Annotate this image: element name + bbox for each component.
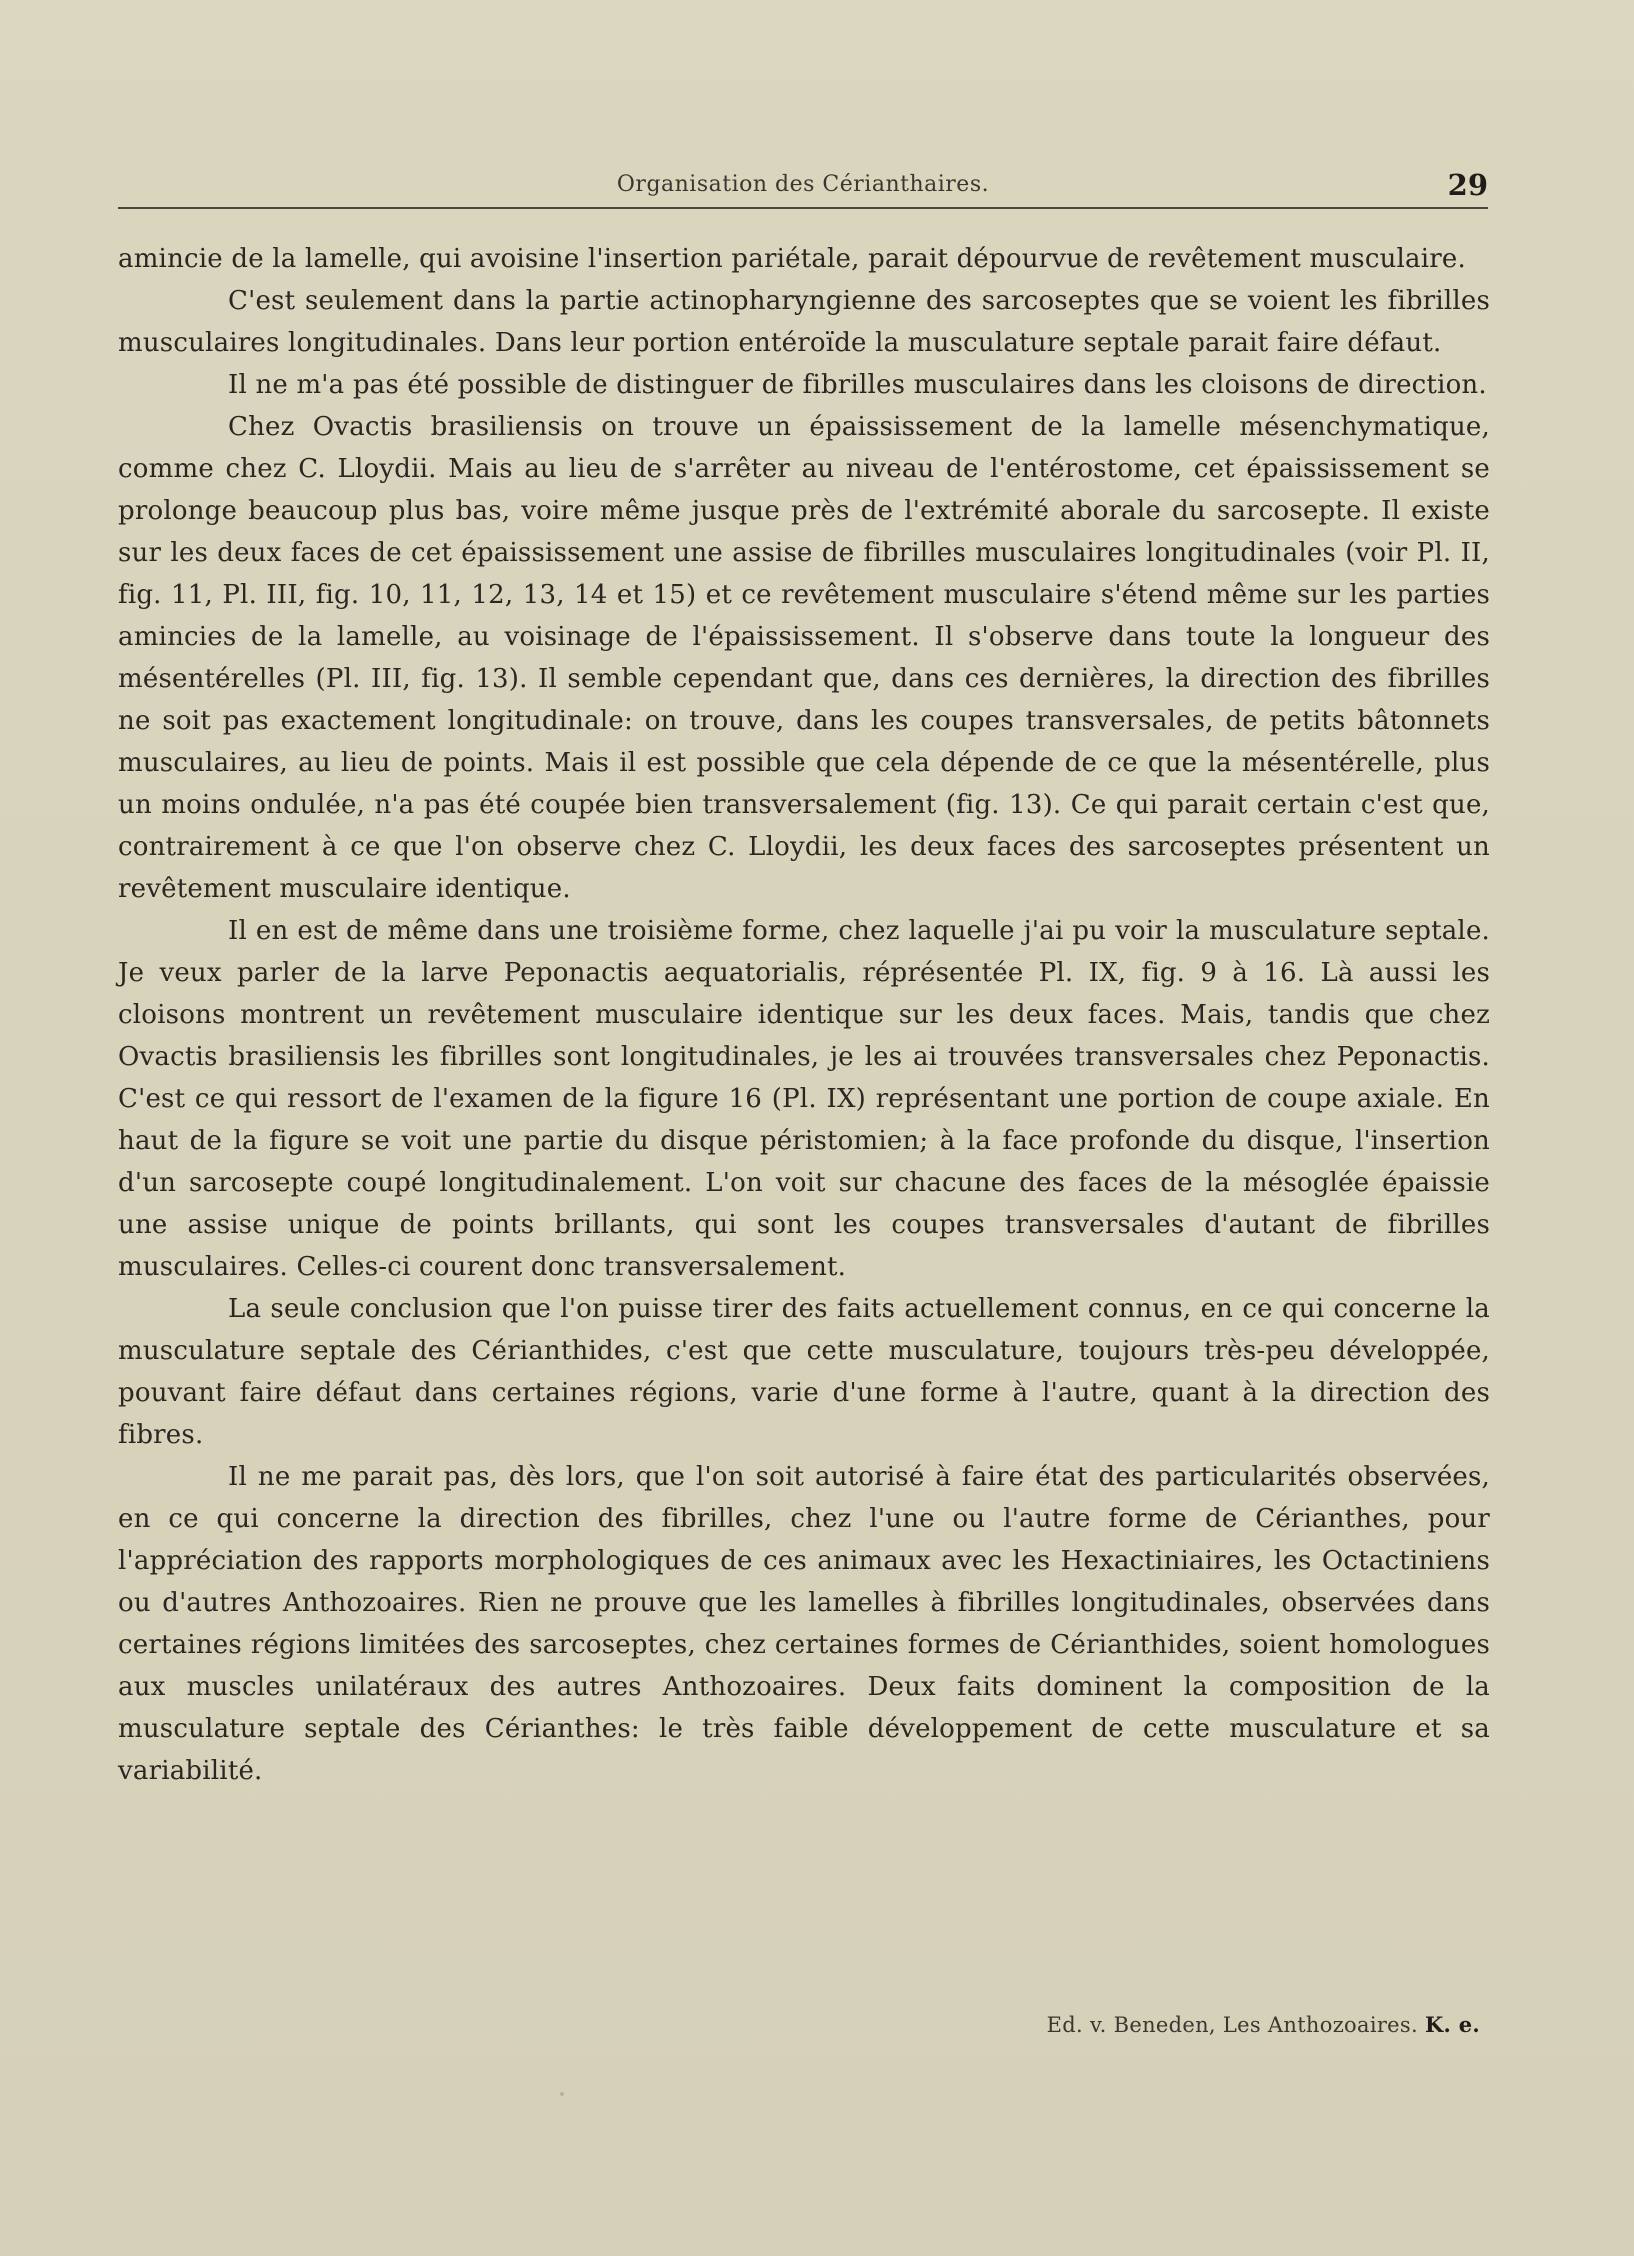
page-footer: [118, 2008, 1488, 2044]
paper-speck: [560, 2092, 564, 2096]
page-header: [118, 168, 1488, 208]
page-number: 29: [1447, 168, 1488, 202]
signature-mark: K. e.: [1424, 2012, 1480, 2037]
paragraph: Il ne m'a pas été possible de distinguer de fibrilles musculaires dans les cloisons de direction.: [228, 370, 1487, 400]
running-title: Organisation des Cérianthaires.: [616, 172, 990, 197]
header-rule: [118, 207, 1488, 209]
paragraph: Il en est de même dans une troisième forme, chez laquelle j'ai pu voir la musculature septale. Je veux parler de la larve Peponactis aequatorialis, réprésentée Pl. IX, fig. 9 à 16. Là aussi les cloisons montrent un revêtement musculaire identique sur les deux faces. Mais, tandis que chez Ovactis brasiliensis les fibrilles sont longitudinales, je les ai trouvées transversales chez Peponactis. C'est ce qui ressort de l'examen de la figure 16 (Pl. IX) représentant une portion de coupe axiale. En haut de la figure se voit une partie du disque péristomien; à la face profonde du disque, l'insertion d'un sarcosepte coupé longitudinalement. L'on voit sur chacune des faces de la mésoglée épaissie une assise unique de points brillants, qui sont les coupes transversales d'autant de fibrilles musculaires. Celles-ci courent donc transversalement.: [118, 916, 1490, 1282]
body-text: [118, 238, 1490, 1792]
footer-source: [1047, 2012, 1480, 2037]
paragraph: La seule conclusion que l'on puisse tirer des faits actuellement connus, en ce qui concerne la musculature septale des Cérianthides, c'est que cette musculature, toujours très-peu développée, pouvant faire défaut dans certaines régions, varie d'une forme à l'autre, quant à la direction des fibres.: [118, 1294, 1490, 1450]
paragraph: Il ne me parait pas, dès lors, que l'on soit autorisé à faire état des particularités observées, en ce qui concerne la direction des fibrilles, chez l'une ou l'autre forme de Cérianthes, pour l'appréciation des rapports morphologiques de ces animaux avec les Hexactiniaires, les Octactiniens ou d'autres Anthozoaires. Rien ne prouve que les lamelles à fibrilles longitudinales, observées dans certaines régions limitées des sarcoseptes, chez certaines formes de Cérianthides, soient homologues aux muscles unilatéraux des autres Anthozoaires. Deux faits dominent la composition de la musculature septale des Cérianthes: le très faible développement de cette musculature et sa variabilité.: [118, 1462, 1490, 1786]
paragraph: Chez Ovactis brasiliensis on trouve un épaississement de la lamelle mésenchymatique, comme chez C. Lloydii. Mais au lieu de s'arrêter au niveau de l'entérostome, cet épaississement se prolonge beaucoup plus bas, voire même jusque près de l'extrémité aborale du sarcosepte. Il existe sur les deux faces de cet épaississement une assise de fibrilles musculaires longitudinales (voir Pl. II, fig. 11, Pl. III, fig. 10, 11, 12, 13, 14 et 15) et ce revêtement musculaire s'étend même sur les parties amincies de la lamelle, au voisinage de l'épaississement. Il s'observe dans toute la longueur des mésentérelles (Pl. III, fig. 13). Il semble cependant que, dans ces dernières, la direction des fibrilles ne soit pas exactement longitudinale: on trouve, dans les coupes transversales, de petits bâtonnets musculaires, au lieu de points. Mais il est possible que cela dépende de ce que la mésentérelle, plus un moins ondulée, n'a pas été coupée bien transversalement (fig. 13). Ce qui parait certain c'est que, contrairement à ce que l'on observe chez C. Lloydii, les deux faces des sarcoseptes présentent un revêtement musculaire identique.: [118, 412, 1490, 904]
paragraph: C'est seulement dans la partie actinopharyngienne des sarcoseptes que se voient les fibrilles musculaires longitudinales. Dans leur portion entéroïde la musculature septale parait faire défaut.: [118, 286, 1490, 358]
footer-source-text: Ed. v. Beneden, Les Anthozoaires.: [1046, 2013, 1418, 2037]
paragraph-continuation: amincie de la lamelle, qui avoisine l'insertion pariétale, parait dépourvue de revêtement musculaire.: [118, 244, 1466, 274]
